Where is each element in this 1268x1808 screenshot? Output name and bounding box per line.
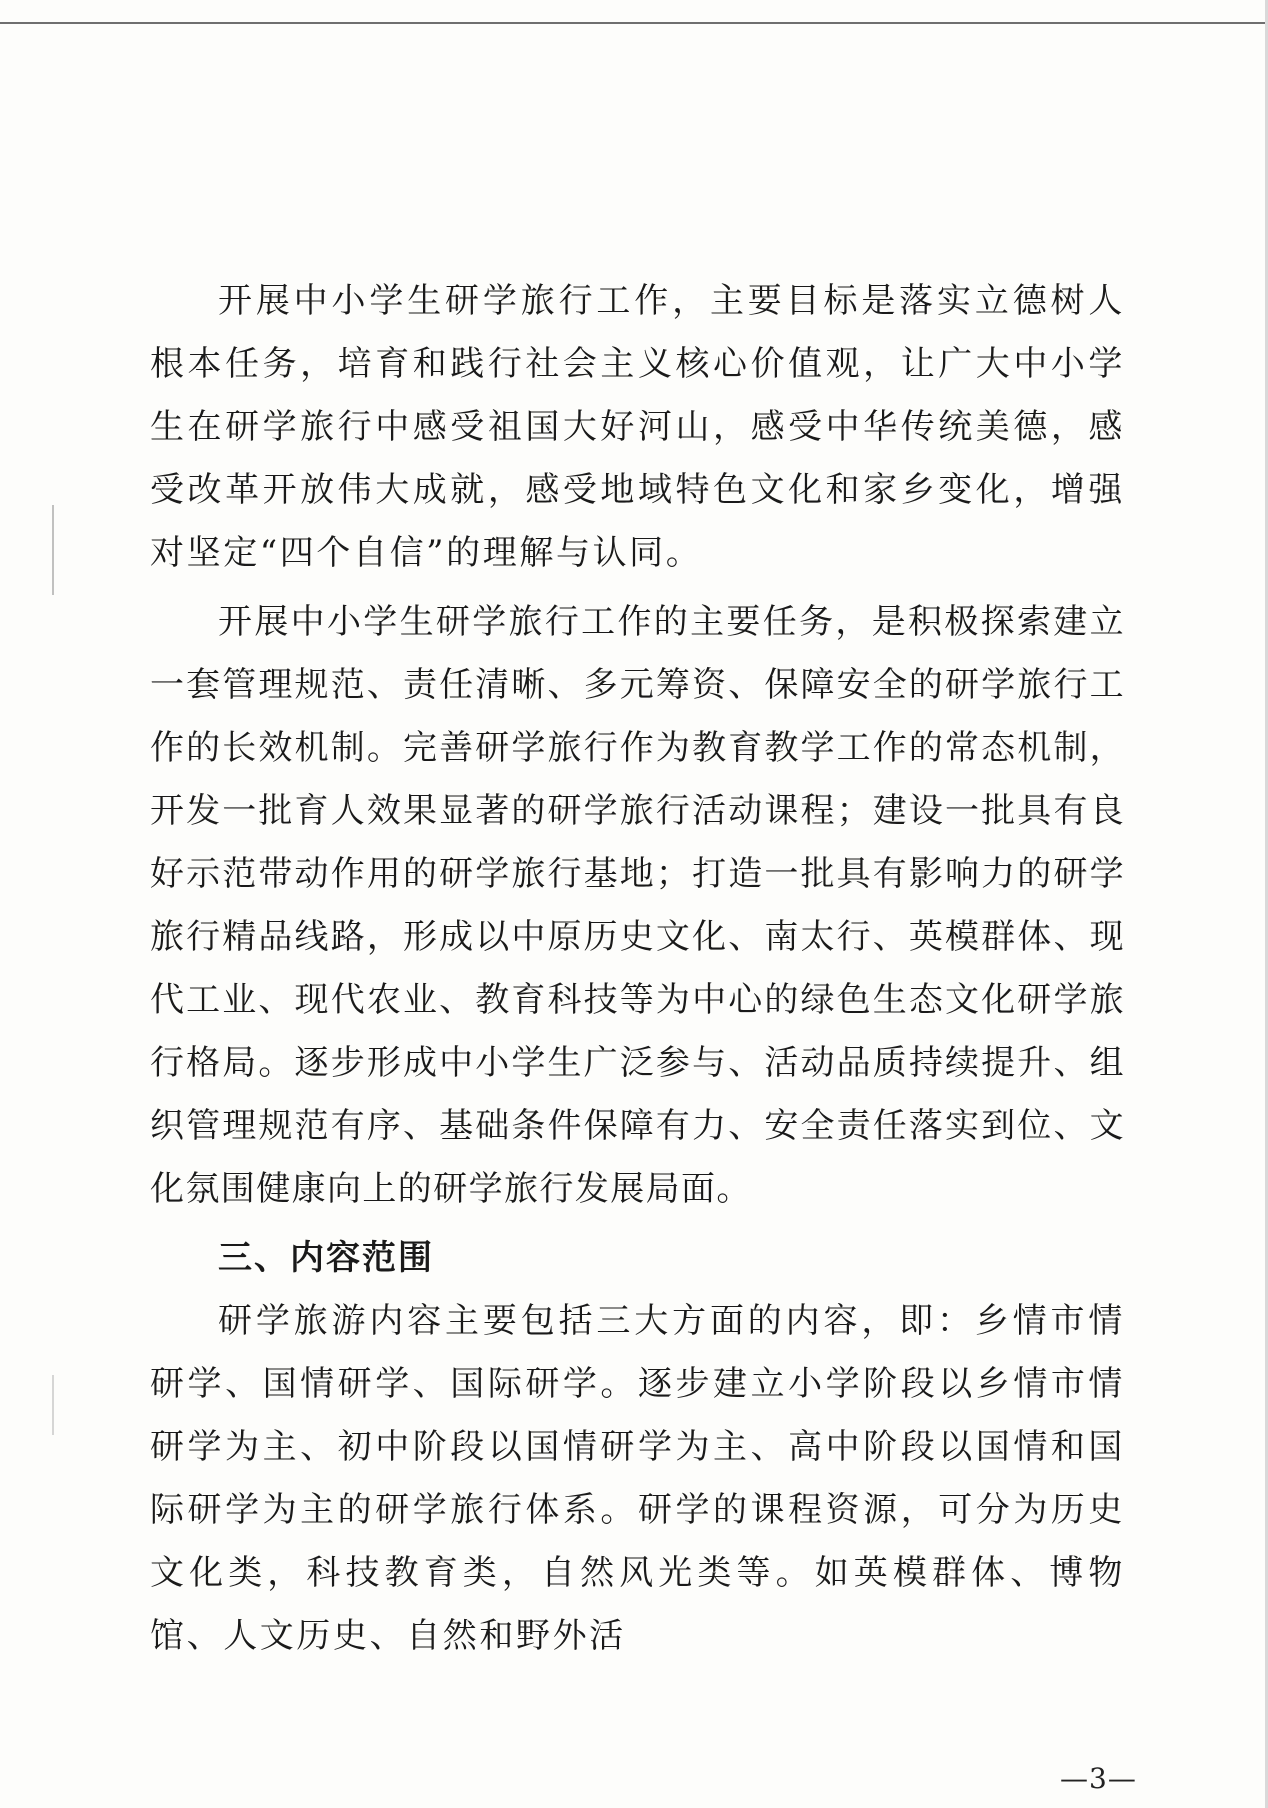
paragraph-tasks: 开展中小学生研学旅行工作的主要任务，是积极探索建立一套管理规范、责任清晰、多元筹资、保障安全的研学旅行工作的长效机制。完善研学旅行作为教育教学工作的常态机制，开发一批育人效果显著的研学旅行活动课程；建设一批具有良好示范带动作用的研学旅行基地；打造一批具有影响力的研学旅行精品线路，形成以中原历史文化、南太行、英模群体、现代工业、现代农业、教育科技等为中心的绿色生态文化研学旅行格局。逐步形成中小学生广泛参与、活动品质持续提升、组织管理规范有序、基础条件保障有力、安全责任落实到位、文化氛围健康向上的研学旅行发展局面。 (150, 602, 1125, 1209)
section-heading: 三、内容范围 (218, 1238, 434, 1278)
binding-mark (52, 1375, 60, 1435)
paragraph-goals: 开展中小学生研学旅行工作，主要目标是落实立德树人根本任务，培育和践行社会主义核心价值观，让广大中小学生在研学旅行中感受祖国大好河山，感受中华传统美德，感受改革开放伟大成就，感受地域特色文化和家乡变化，增强对坚定“四个自信”的理解与认同。 (150, 281, 1125, 573)
scan-top-edge (0, 22, 1268, 24)
binding-mark (52, 505, 60, 595)
page-number: —3— (1060, 1762, 1137, 1795)
document-body (150, 270, 1125, 1674)
paragraph-scope: 研学旅游内容主要包括三大方面的内容，即：乡情市情研学、国情研学、国际研学。逐步建立小学阶段以乡情市情研学为主、初中阶段以国情研学为主、高中阶段以国情和国际研学为主的研学旅行体系。研学的课程资源，可分为历史文化类，科技教育类，自然风光类等。如英模群体、博物馆、人文历史、自然和野外活 (150, 1301, 1125, 1656)
